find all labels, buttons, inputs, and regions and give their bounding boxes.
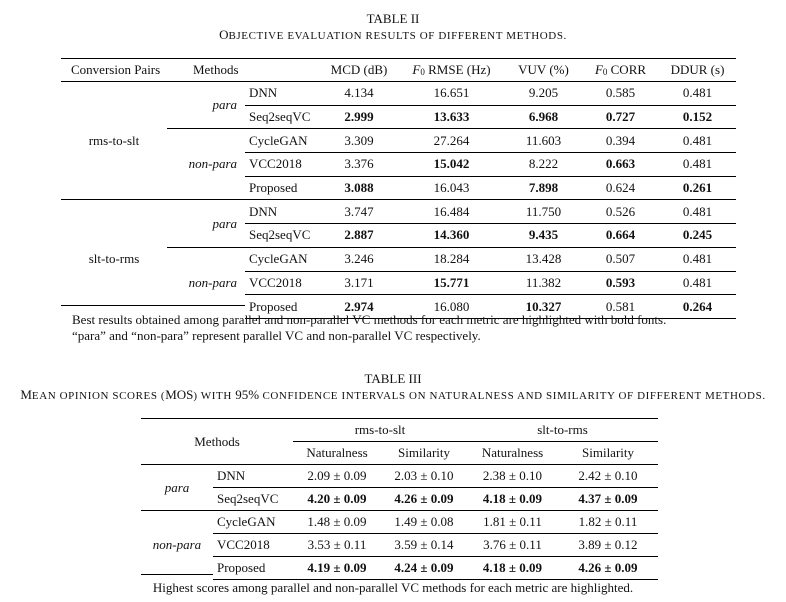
cell: 0.624 <box>582 176 659 200</box>
cell: 4.18 ± 0.09 <box>467 557 558 580</box>
cell: 6.968 <box>505 105 582 129</box>
header-rms-to-slt: rms-to-slt <box>293 419 467 442</box>
cell: 3.53 ± 0.11 <box>293 534 381 557</box>
cell: 4.37 ± 0.09 <box>558 488 658 511</box>
cell: 3.76 ± 0.11 <box>467 534 558 557</box>
method-cell: VCC2018 <box>245 271 320 295</box>
cell: 0.581 <box>582 295 659 319</box>
cell: 14.360 <box>398 224 505 248</box>
method-cell: Seq2seqVC <box>245 105 320 129</box>
cell: 4.24 ± 0.09 <box>381 557 467 580</box>
cell: 10.327 <box>505 295 582 319</box>
cell: 8.222 <box>505 153 582 177</box>
table2-note-line1: Best results obtained among parallel and non-parallel VC methods for each metric are highlighted with bold fonts. <box>72 312 667 327</box>
table3-note: Highest scores among parallel and non-parallel VC methods for each metric are highlighted. <box>152 580 634 595</box>
cell: 3.088 <box>320 176 398 200</box>
cell: 0.245 <box>659 224 736 248</box>
para-label: para <box>167 200 245 247</box>
cell: 11.750 <box>505 200 582 224</box>
cell: 0.481 <box>682 85 713 101</box>
cell: 7.898 <box>505 176 582 200</box>
cell: 2.887 <box>320 224 398 248</box>
header-slt-to-rms: slt-to-rms <box>467 419 658 442</box>
cell: 1.81 ± 0.11 <box>467 511 558 534</box>
cell: 3.376 <box>320 153 398 177</box>
cell: 4.134 <box>344 85 374 101</box>
method-cell: Proposed <box>245 176 320 200</box>
cell: 3.309 <box>320 129 398 153</box>
cell: 0.261 <box>659 176 736 200</box>
method-cell: Seq2seqVC <box>213 488 293 511</box>
cell: 2.42 ± 0.10 <box>558 465 658 488</box>
cell: 27.264 <box>398 129 505 153</box>
header-mcd: MCD (dB) <box>320 59 398 82</box>
non-para-label: non-para <box>141 511 213 580</box>
header-methods: Methods <box>245 59 320 82</box>
cell: 16.651 <box>433 85 470 101</box>
table-row <box>141 511 658 534</box>
cell: 3.246 <box>320 247 398 271</box>
cell: 1.82 ± 0.11 <box>558 511 658 534</box>
header-naturalness: Naturalness <box>467 442 558 465</box>
cell: 9.205 <box>528 85 559 101</box>
cell: 3.171 <box>320 271 398 295</box>
cell: 2.03 ± 0.10 <box>381 465 467 488</box>
table-row <box>61 82 736 106</box>
para-label: para <box>141 465 213 511</box>
cell: 2.09 ± 0.09 <box>293 465 381 488</box>
header-similarity: Similarity <box>381 442 467 465</box>
cell: 3.89 ± 0.12 <box>558 534 658 557</box>
cell: 3.59 ± 0.14 <box>381 534 467 557</box>
cell: 0.526 <box>582 200 659 224</box>
cell: 0.593 <box>582 271 659 295</box>
table3-header-row1 <box>141 419 658 442</box>
header-f0-corr: F0 CORR <box>582 59 659 82</box>
cell: 4.18 ± 0.09 <box>467 488 558 511</box>
cell: 1.48 ± 0.09 <box>293 511 381 534</box>
cell: 0.663 <box>582 153 659 177</box>
cell: 0.481 <box>659 200 736 224</box>
cell: 0.507 <box>582 247 659 271</box>
cell: 16.080 <box>398 295 505 319</box>
table2 <box>61 58 736 319</box>
cell: 4.26 ± 0.09 <box>381 488 467 511</box>
cell: 4.20 ± 0.09 <box>293 488 381 511</box>
header-conversion-pairs: Conversion Pairs <box>61 59 245 82</box>
cell: 3.747 <box>320 200 398 224</box>
cell: 2.974 <box>320 295 398 319</box>
cell: 4.26 ± 0.09 <box>558 557 658 580</box>
cell: 0.481 <box>659 153 736 177</box>
header-similarity: Similarity <box>558 442 658 465</box>
cell: 0.394 <box>582 129 659 153</box>
non-para-label: non-para <box>167 247 245 318</box>
method-cell: DNN <box>249 85 278 101</box>
cell: 1.49 ± 0.08 <box>381 511 467 534</box>
cell: 13.428 <box>505 247 582 271</box>
method-cell: DNN <box>245 200 320 224</box>
cell: 16.484 <box>398 200 505 224</box>
header-ddur: DDUR (s) <box>659 59 736 82</box>
cell: 11.382 <box>505 271 582 295</box>
method-cell: CycleGAN <box>213 511 293 534</box>
cell: 0.585 <box>605 85 636 101</box>
table2-title: OBJECTIVE EVALUATION RESULTS OF DIFFERENT METHODS. <box>219 27 567 42</box>
cell: 0.481 <box>659 247 736 271</box>
cell: 2.38 ± 0.10 <box>467 465 558 488</box>
cell: 0.264 <box>659 295 736 319</box>
cell: 13.633 <box>398 105 505 129</box>
cell: 18.284 <box>398 247 505 271</box>
cell: 15.042 <box>398 153 505 177</box>
table-row <box>141 557 658 580</box>
cell: 2.999 <box>320 105 398 129</box>
method-cell: CycleGAN <box>245 247 320 271</box>
pair-rms-to-slt: rms-to-slt <box>88 132 140 148</box>
table-row <box>141 488 658 511</box>
table2-note-line2: “para” and “non-para” represent parallel VC and non-parallel VC respectively. <box>72 328 481 343</box>
method-cell: VCC2018 <box>213 534 293 557</box>
method-cell: DNN <box>213 465 293 488</box>
cell: 0.481 <box>659 129 736 153</box>
cell: 0.481 <box>659 271 736 295</box>
table3-label: TABLE III <box>364 371 422 386</box>
method-cell: Seq2seqVC <box>245 224 320 248</box>
table3 <box>141 418 658 580</box>
pair-slt-to-rms: slt-to-rms <box>61 200 167 318</box>
method-cell: CycleGAN <box>245 129 320 153</box>
cell: 0.664 <box>582 224 659 248</box>
cell: 9.435 <box>505 224 582 248</box>
method-cell: Proposed <box>245 295 320 319</box>
cell: 4.19 ± 0.09 <box>293 557 381 580</box>
cell: 16.043 <box>398 176 505 200</box>
header-methods: Methods <box>141 419 293 465</box>
table-row <box>141 465 658 488</box>
method-cell: VCC2018 <box>245 153 320 177</box>
table-row <box>141 534 658 557</box>
header-f0-rmse: F0 RMSE (Hz) <box>398 59 505 82</box>
table2-label: TABLE II <box>366 11 420 26</box>
table-row <box>61 200 736 224</box>
cell: 11.603 <box>505 129 582 153</box>
method-cell: Proposed <box>213 557 293 580</box>
table3-title: MEAN OPINION SCORES (MOS) WITH 95% CONFIDENCE INTERVALS ON NATURALNESS AND SIMILARITY OF DIFFERENT METHODS. <box>20 387 766 402</box>
para-label: para <box>212 97 237 113</box>
table2-header-row <box>61 59 736 82</box>
header-naturalness: Naturalness <box>293 442 381 465</box>
non-para-label: non-para <box>167 129 245 200</box>
cell: 15.771 <box>398 271 505 295</box>
header-vuv: VUV (%) <box>505 59 582 82</box>
cell: 0.727 <box>582 105 659 129</box>
cell: 0.152 <box>659 105 736 129</box>
